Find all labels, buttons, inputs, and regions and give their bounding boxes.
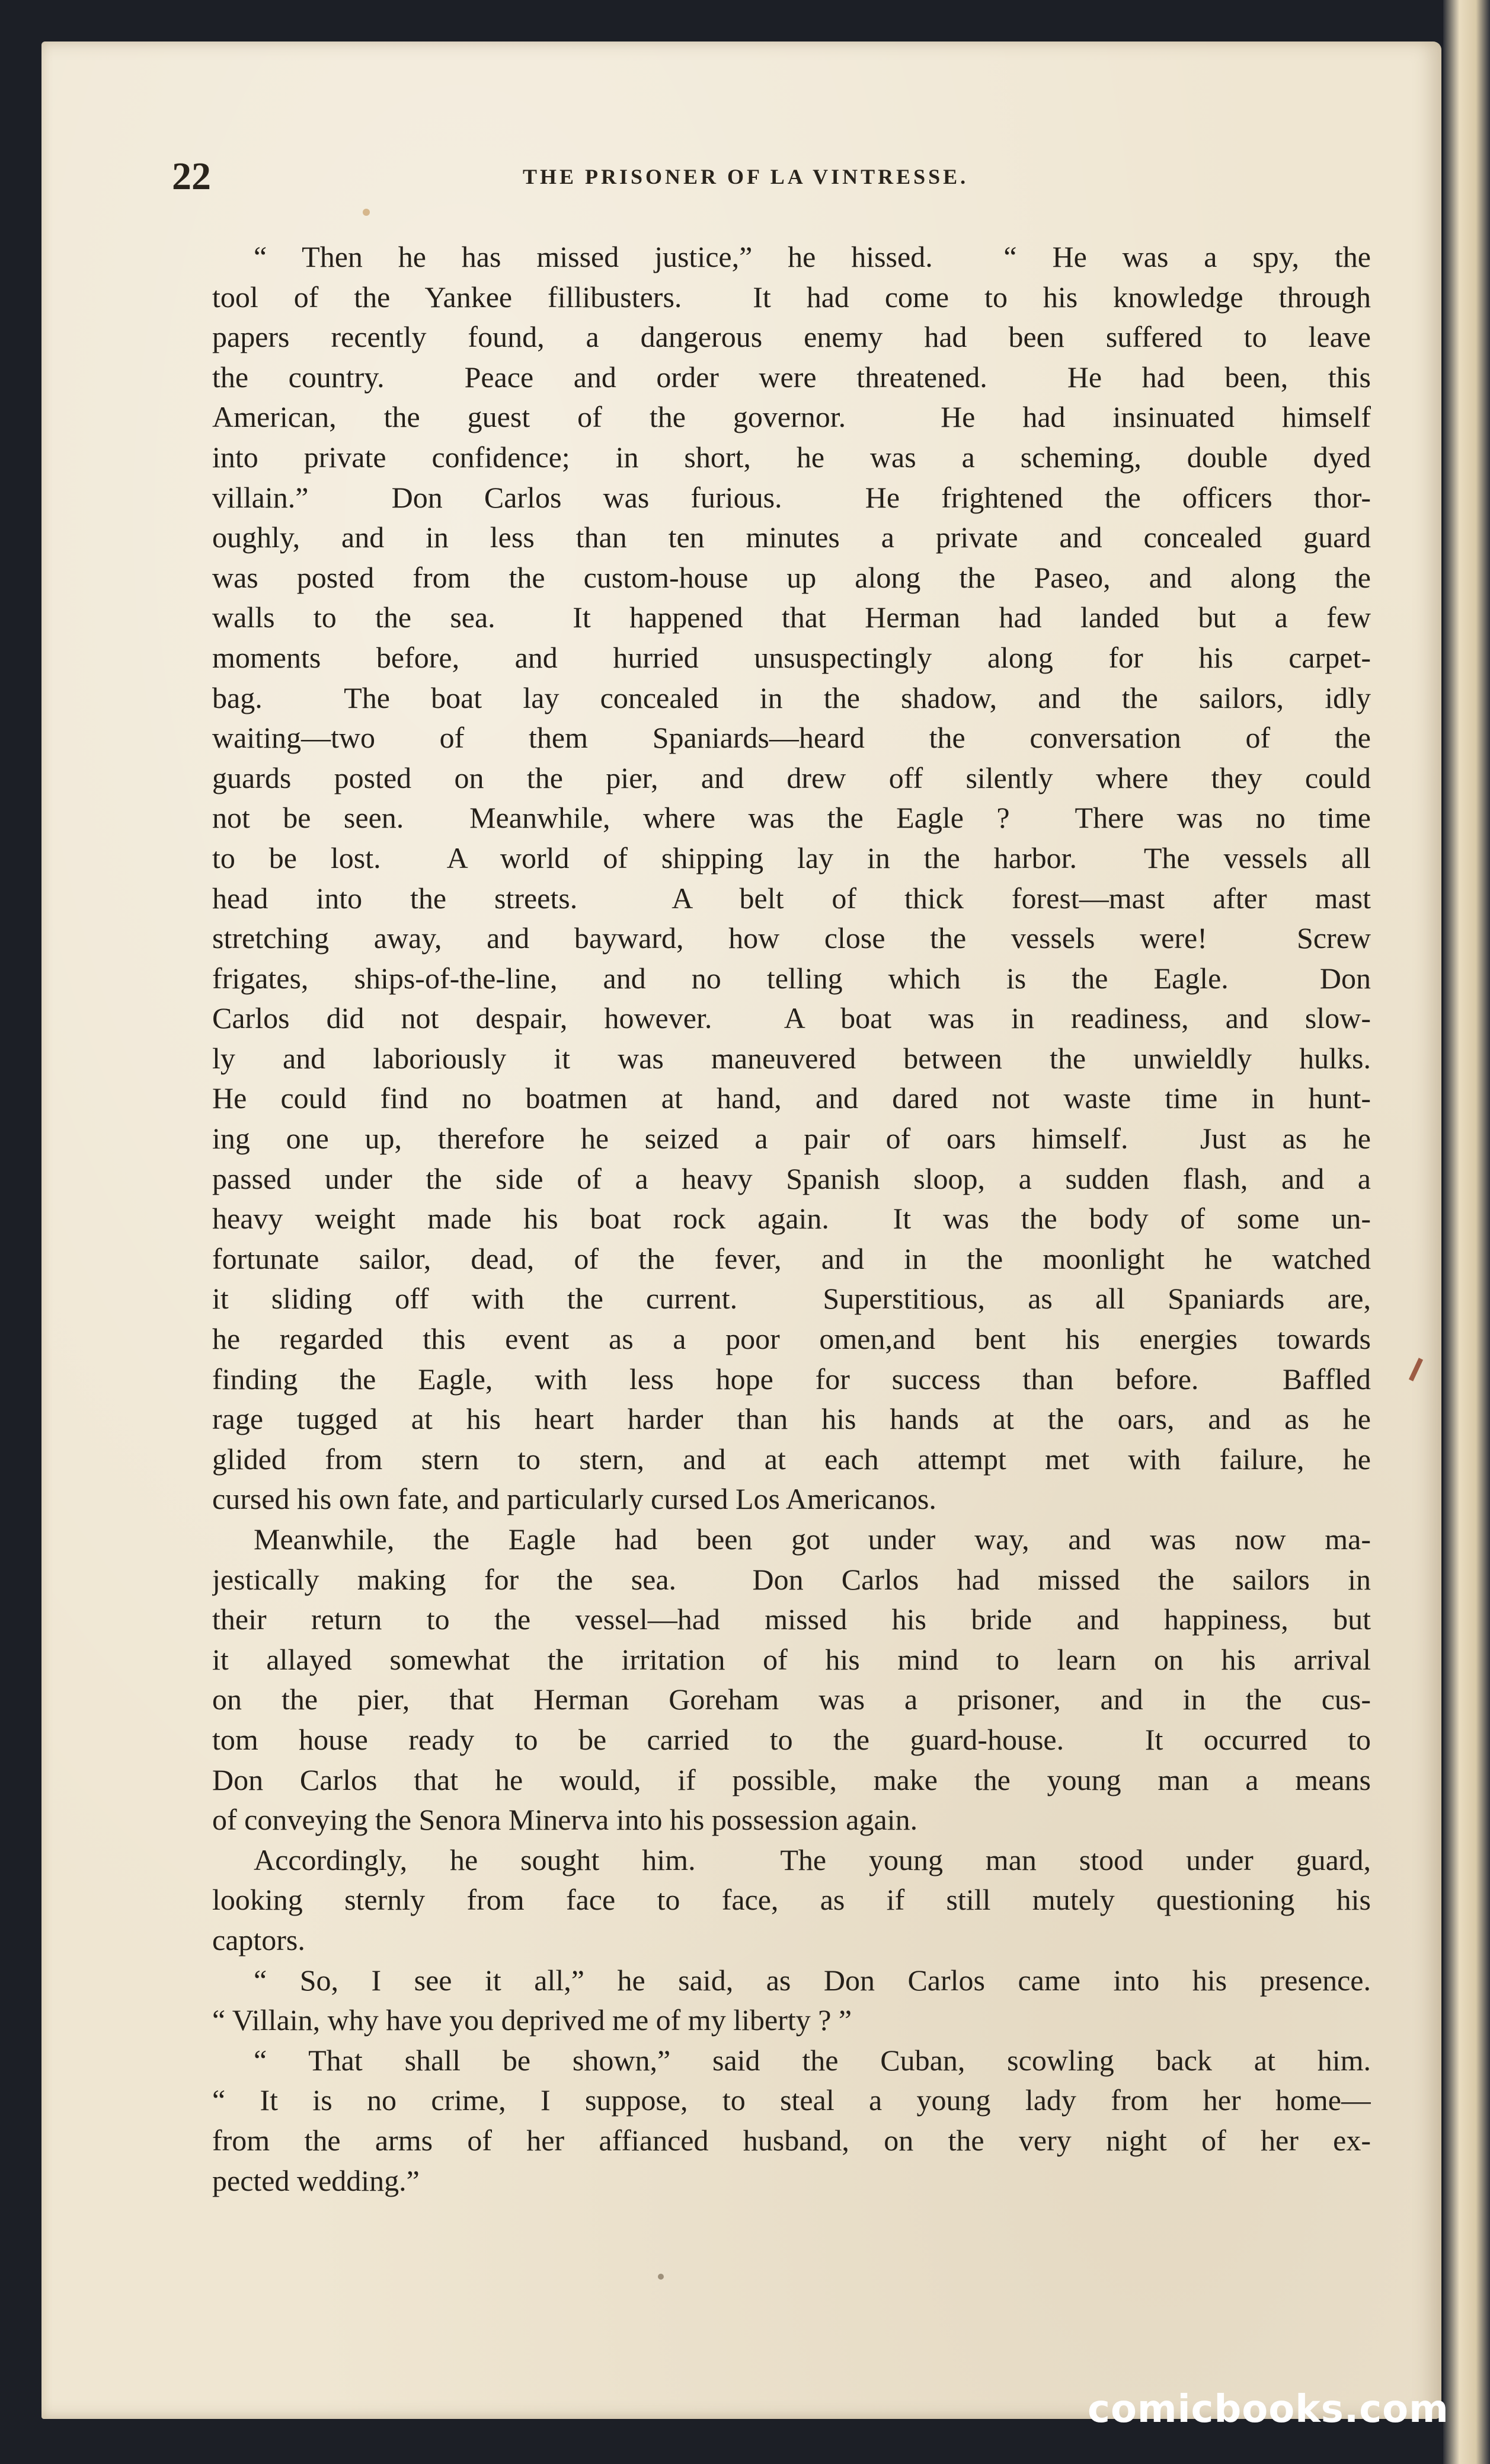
text-line: on the pier, that Herman Goreham was a prisoner, and in the cus-: [212, 1683, 1371, 1716]
text-line: walls to the sea. It happened that Herman had landed but a few: [212, 601, 1371, 634]
text-line: ing one up, therefore he seized a pair of oars himself. Just as he: [212, 1122, 1371, 1156]
text-line: looking sternly from face to face, as if still mutely questioning his: [212, 1883, 1371, 1917]
text-line: fortunate sailor, dead, of the fever, and in the moonlight he watched: [212, 1241, 1371, 1275]
text-line: to be lost. A world of shipping lay in the harbor. The vessels all: [212, 841, 1371, 874]
text-line: not be seen. Meanwhile, where was the Eagle ? There was no time: [212, 801, 1371, 835]
text-line: from the arms of her affianced husband, on the very night of her ex-: [212, 2123, 1371, 2157]
text-line: jestically making for the sea. Don Carlos had missed the sailors in: [212, 1562, 1371, 1596]
text-line: it allayed somewhat the irritation of his mind to learn on his arrival: [212, 1642, 1371, 1676]
text-line: moments before, and hurried unsuspectingly along for his carpet-: [212, 640, 1371, 674]
text-line: He could find no boatmen at hand, and dared not waste time in hunt-: [212, 1081, 1371, 1115]
text-line: villain.” Don Carlos was furious. He frightened the officers thor-: [212, 480, 1371, 514]
text-line: “ That shall be shown,” said the Cuban, scowling back at him.: [254, 2043, 1371, 2077]
text-line: finding the Eagle, with less hope for success than before. Baffled: [212, 1362, 1371, 1396]
text-line: tom house ready to be carried to the guard-house. It occurred to: [212, 1722, 1371, 1756]
text-line: passed under the side of a heavy Spanish sloop, a sudden flash, and a: [212, 1161, 1371, 1195]
text-line: he regarded this event as a poor omen,and bent his energies towards: [212, 1322, 1371, 1356]
text-line: frigates, ships-of-the-line, and no telling which is the Eagle. Don: [212, 961, 1371, 995]
text-line: rage tugged at his heart harder than his hands at the oars, and as he: [212, 1402, 1371, 1436]
text-line: heavy weight made his boat rock again. It was the body of some un-: [212, 1202, 1371, 1236]
page-number: 22: [172, 155, 211, 198]
text-line: Carlos did not despair, however. A boat was in readiness, and slow-: [212, 1001, 1371, 1035]
text-line: head into the streets. A belt of thick forest—mast after mast: [212, 881, 1371, 915]
text-line: stretching away, and bayward, how close the vessels were! Screw: [212, 921, 1371, 955]
text-line: papers recently found, a dangerous enemy had been suffered to leave: [212, 320, 1371, 354]
text-line: bag. The boat lay concealed in the shadow, and the sailors, idly: [212, 681, 1371, 714]
text-line: waiting—two of them Spaniards—heard the conversation of the: [212, 721, 1371, 755]
text-line: tool of the Yankee fillibusters. It had come to his knowledge through: [212, 280, 1371, 314]
paper-speck: [658, 2274, 664, 2280]
text-line: Accordingly, he sought him. The young man stood under guard,: [254, 1843, 1371, 1876]
text-line: was posted from the custom-house up along the Paseo, and along the: [212, 560, 1371, 594]
text-line: “ So, I see it all,” he said, as Don Carlos came into his presence.: [254, 1963, 1371, 1997]
text-line: oughly, and in less than ten minutes a private and concealed guard: [212, 521, 1371, 554]
text-line: into private confidence; in short, he was a scheming, double dyed: [212, 440, 1371, 474]
text-line: “ Villain, why have you deprived me of my liberty ? ”: [212, 2003, 852, 2037]
text-line: Don Carlos that he would, if possible, make the young man a means: [212, 1763, 1371, 1796]
text-line: their return to the vessel—had missed his bride and happiness, but: [212, 1603, 1371, 1636]
text-line: American, the guest of the governor. He had insinuated himself: [212, 400, 1371, 434]
text-line: guards posted on the pier, and drew off silently where they could: [212, 761, 1371, 794]
text-line: glided from stern to stern, and at each attempt met with failure, he: [212, 1442, 1371, 1476]
text-line: it sliding off with the current. Superstitious, as all Spaniards are,: [212, 1282, 1371, 1316]
text-line: “ It is no crime, I suppose, to steal a young lady from her home—: [212, 2083, 1371, 2117]
running-head: [172, 153, 1357, 200]
site-watermark: comicbooks.com: [1088, 2388, 1449, 2431]
text-line: “ Then he has missed justice,” he hissed. “ He was a spy, the: [254, 240, 1371, 273]
paper-speck: [363, 209, 370, 216]
text-line: cursed his own fate, and particularly cursed Los Americanos.: [212, 1482, 936, 1516]
text-line: Meanwhile, the Eagle had been got under way, and was now ma-: [254, 1523, 1371, 1556]
text-line: of conveying the Senora Minerva into his possession again.: [212, 1803, 918, 1837]
text-line: pected wedding.”: [212, 2163, 420, 2197]
body-text: [212, 237, 1371, 2201]
text-line: the country. Peace and order were threatened. He had been, this: [212, 360, 1371, 394]
adjacent-page-edge: [1443, 0, 1490, 2464]
running-title: THE PRISONER OF LA VINTRESSE.: [523, 165, 969, 189]
text-line: captors.: [212, 1923, 305, 1956]
text-line: ly and laboriously it was maneuvered between the unwieldly hulks.: [212, 1041, 1371, 1075]
